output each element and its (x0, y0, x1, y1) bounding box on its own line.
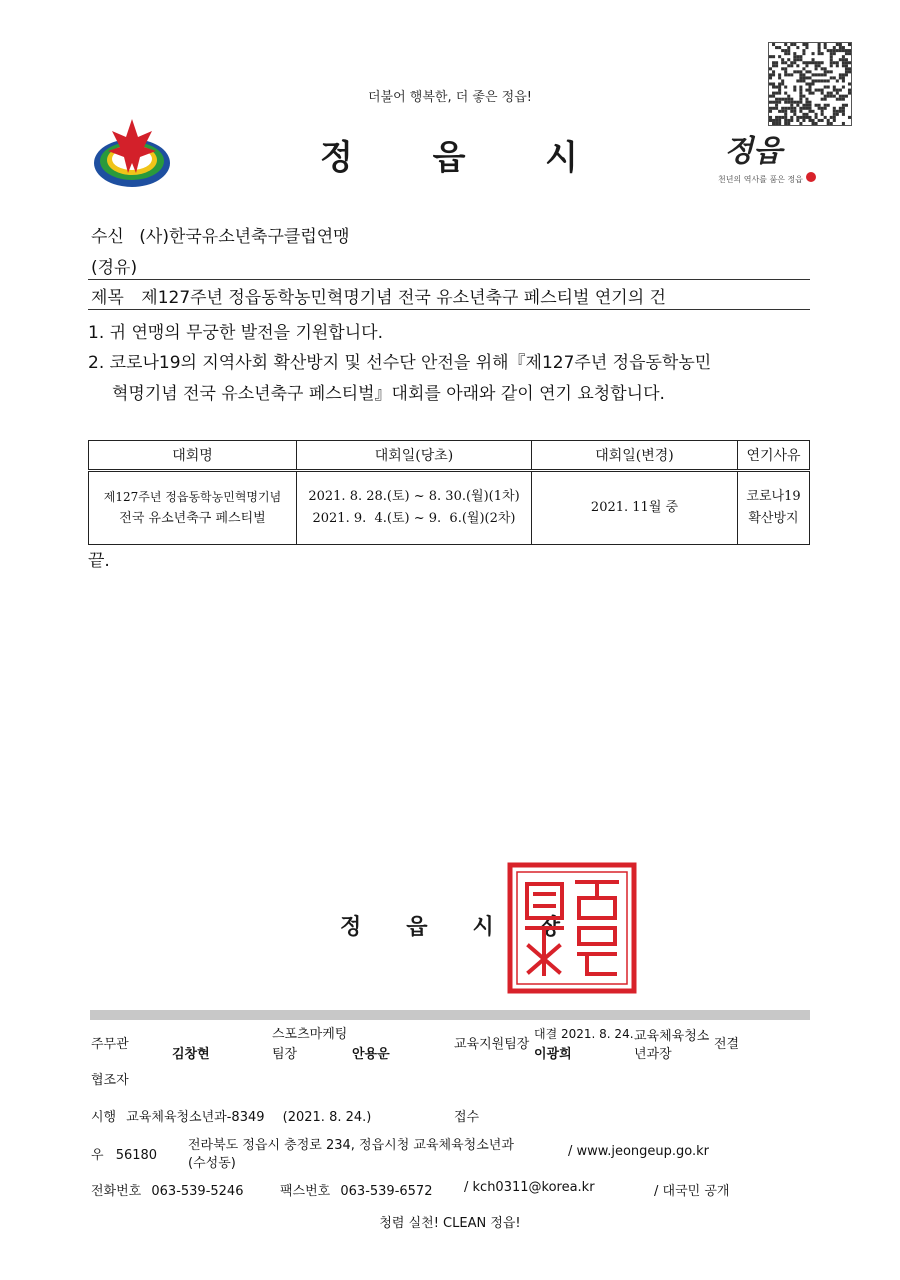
body-item-2-line-1: 2. 코로나19의 지역사회 확산방지 및 선수단 안전을 위해『제127주년 정읍동학농민 (88, 353, 712, 373)
signature-char-2: 읍 (406, 915, 428, 940)
table-header-row (89, 441, 810, 471)
reason-line-1: 코로나19 (746, 489, 801, 504)
divider (88, 279, 810, 280)
table-header-cell: 대회일(변경) (532, 441, 738, 471)
table-header-cell: 대회명 (89, 441, 297, 471)
team-role-line-2: 팀장 (272, 1047, 298, 1062)
brand-subtext: 천년의 역사를 품은 정읍 (718, 175, 803, 184)
body-item-2-line-2: 혁명기념 전국 유소년축구 페스티벌』대회를 아래와 같이 연기 요청합니다. (112, 384, 665, 404)
original-date-cell (297, 471, 532, 545)
phone-label: 전화번호 (91, 1184, 142, 1199)
schedule-table (88, 440, 810, 545)
postal-line (91, 1144, 157, 1163)
postal-code: 56180 (115, 1148, 158, 1163)
address-line-1: 전라북도 정읍시 충정로 234, 정읍시청 교육체육청소년과 (188, 1138, 514, 1153)
signature-char-3: 시 (472, 915, 494, 940)
director-role-line-1: 교육체육청소 (634, 1029, 710, 1044)
team-role-line-1: 스포츠마케팅 (272, 1027, 348, 1042)
title-char-1: 정 (320, 138, 355, 178)
fax-line (280, 1180, 432, 1199)
drafter-role: 주무관 (91, 1037, 129, 1052)
reason-cell (738, 471, 810, 545)
postal-label: 우 (91, 1148, 104, 1163)
signature-char-4: 장 (538, 915, 560, 940)
website-link[interactable]: / www.jeongeup.go.kr (568, 1144, 710, 1159)
table-header-cell: 대회일(당초) (297, 441, 532, 471)
official-seal-stamp (507, 862, 637, 994)
address-line-2: (수성동) (188, 1156, 236, 1171)
reason-line-2: 확산방지 (748, 511, 799, 526)
event-name-line-1: 제127주년 정읍동학농민혁명기념 (103, 490, 282, 504)
jeongeup-city-logo (92, 115, 172, 190)
fax-number: 063-539-6572 (340, 1184, 433, 1199)
title-char-3: 시 (545, 138, 580, 178)
event-name-cell (89, 471, 297, 545)
table-row (89, 471, 810, 545)
recipient-label: 수신 (91, 227, 124, 247)
enforcement-label: 시행 (91, 1110, 117, 1125)
title-char-2: 읍 (432, 138, 468, 178)
qr-code (768, 42, 852, 126)
phone-number: 063-539-5246 (151, 1184, 244, 1199)
changed-date-cell: 2021. 11월 중 (532, 471, 738, 545)
original-date-line-1: 2021. 8. 28.(토) ~ 8. 30.(월)(1차) (308, 489, 520, 504)
enforcement-number: 교육체육청소년과-8349 (126, 1110, 265, 1125)
via-label: (경유) (91, 258, 138, 278)
event-name-line-2: 전국 유소년축구 페스티벌 (119, 511, 266, 526)
subject-line (91, 283, 666, 308)
final-approval-label: 전결 (714, 1037, 740, 1052)
subject-label: 제목 (91, 288, 124, 308)
proxy-name: 이광희 (534, 1047, 572, 1062)
cooperator-label: 협조자 (91, 1073, 129, 1088)
body-item-1: 1. 귀 연맹의 무궁한 발전을 기원합니다. (88, 323, 383, 343)
drafter-name: 김창현 (172, 1047, 210, 1062)
signature-char-1: 정 (340, 915, 362, 940)
fax-label: 팩스번호 (280, 1184, 331, 1199)
document-title (320, 130, 580, 179)
table-header-cell: 연기사유 (738, 441, 810, 471)
slogan: 더불어 행복한, 더 좋은 정읍! (367, 90, 532, 105)
brand-text: 정읍 (724, 134, 782, 169)
approval-bar (90, 1010, 810, 1020)
proxy-label: 대결 2021. 8. 24. (534, 1027, 634, 1041)
end-mark: 끝. (88, 551, 110, 571)
recipient-line (91, 222, 350, 247)
email-link[interactable]: / kch0311@korea.kr (464, 1180, 595, 1195)
brand-seal-icon (806, 172, 816, 182)
recipient-value: (사)한국유소년축구클럽연맹 (139, 227, 350, 247)
enforcement-date: (2021. 8. 24.) (282, 1110, 372, 1125)
footer-slogan: 청렴 실천! CLEAN 정읍! (379, 1216, 521, 1231)
subject-value: 제127주년 정읍동학농민혁명기념 전국 유소년축구 페스티벌 연기의 건 (141, 288, 666, 308)
phone-line (91, 1180, 243, 1199)
disclosure-status: / 대국민 공개 (654, 1184, 730, 1199)
support-role: 교육지원팀장 (454, 1037, 530, 1052)
receipt-label: 접수 (454, 1110, 480, 1125)
city-brand-mark (718, 120, 818, 195)
team-leader-name: 안용운 (352, 1047, 390, 1062)
enforcement-line (91, 1106, 371, 1125)
divider (88, 309, 810, 310)
original-date-line-2: 2021. 9. 4.(토) ~ 9. 6.(월)(2차) (312, 511, 516, 526)
director-role-line-2: 년과장 (634, 1047, 672, 1062)
